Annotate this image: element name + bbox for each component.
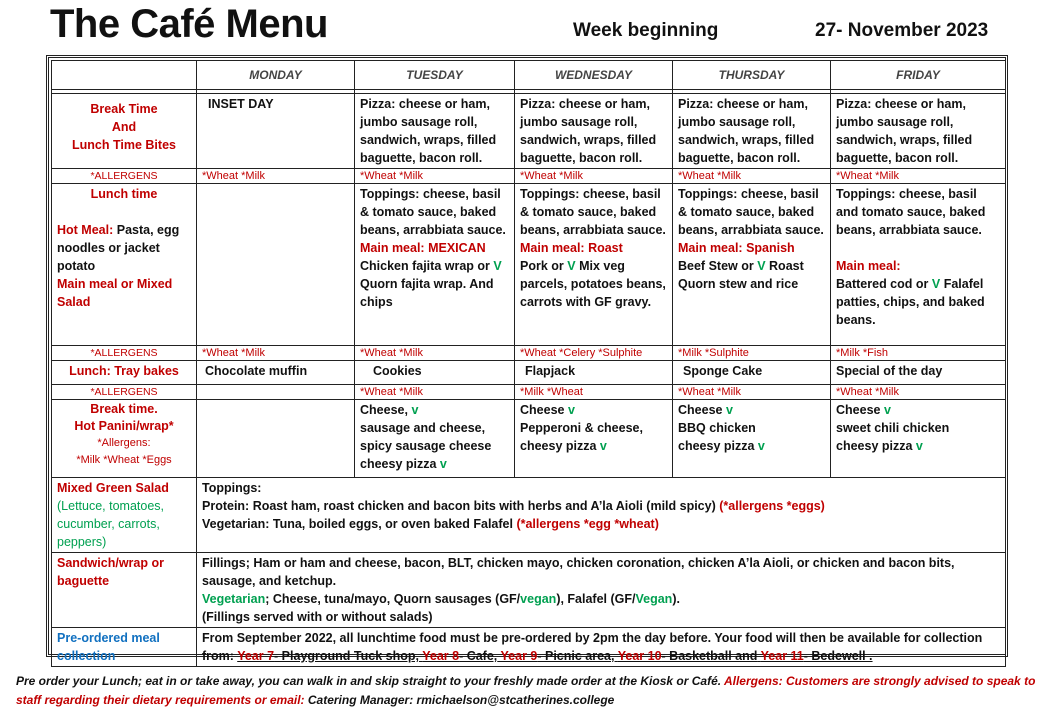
break-thursday: Pizza: cheese or ham, jumbo sausage roll, sandwich, wraps, filled baguette, bacon roll. (673, 94, 831, 169)
salad-details: Toppings: Protein: Roast ham, roast chicken and bacon bits with herbs and A’la Aioli (mild spicy) (*allergens *eggs) Vegetarian: Tuna, boiled eggs, or oven baked Falafel (*allergens *egg *wheat) (197, 478, 1006, 553)
lunch-friday: Toppings: cheese, basil and tomato sauce, baked beans, arrabbiata sauce. Main meal: Battered cod or V Falafel patties, chips, and baked beans. (831, 184, 1006, 346)
break-wednesday: Pizza: cheese or ham, jumbo sausage roll, sandwich, wraps, filled baguette, bacon roll. (515, 94, 673, 169)
preorder-row (52, 628, 1006, 667)
break-label: Break Time And Lunch Time Bites (52, 94, 197, 169)
break-row (52, 94, 1006, 169)
salad-label: Mixed Green Salad (Lettuce, tomatoes, cucumber, carrots, peppers) (52, 478, 197, 553)
sandwich-details: Fillings; Ham or ham and cheese, bacon, BLT, chicken mayo, chicken coronation, chicken A’la Aioli, or chicken and bacon bits, sausage, and ketchup. Vegetarian; Cheese, tuna/mayo, Quorn sausages (GF/vegan), Falafel (GF/Vegan). (Fillings served with or without salads) (197, 553, 1006, 628)
day-tuesday: TUESDAY (355, 61, 515, 90)
preorder-details: From September 2022, all lunchtime food must be pre-ordered by 2pm the day before. Your food will then be available for collection from: Year 7- Playground Tuck shop, Year 8- Cafe, Year 9- Picnic area, Year 10- Basketball and Year 11- Bedewell . (197, 628, 1006, 667)
panini-tuesday: Cheese, v sausage and cheese, spicy sausage cheese cheesy pizza v (355, 400, 515, 478)
day-header-row (52, 61, 1006, 90)
panini-row (52, 400, 1006, 478)
lunch-label: Lunch time Hot Meal: Pasta, egg noodles or jacket potato Main meal or Mixed Salad (52, 184, 197, 346)
panini-wednesday: Cheese v Pepperoni & cheese, cheesy pizza v (515, 400, 673, 478)
traybake-allergens-row: *ALLERGENS *Wheat *Milk *Milk *Wheat *Wheat *Milk *Wheat *Milk (52, 385, 1006, 400)
page-title: The Café Menu (50, 2, 328, 46)
sandwich-row (52, 553, 1006, 628)
menu-table (51, 60, 1006, 667)
day-wednesday: WEDNESDAY (515, 61, 673, 90)
lunch-tuesday: Toppings: cheese, basil & tomato sauce, baked beans, arrabbiata sauce. Main meal: MEXICAN Chicken fajita wrap or V Quorn fajita wrap. And chips (355, 184, 515, 346)
sandwich-label: Sandwich/wrap or baguette (52, 553, 197, 628)
day-monday: MONDAY (197, 61, 355, 90)
day-thursday: THURSDAY (673, 61, 831, 90)
panini-thursday: Cheese v BBQ chicken cheesy pizza v (673, 400, 831, 478)
footer-note: Pre order your Lunch; eat in or take away, you can walk in and skip straight to your freshly made order at the Kiosk or Café. Allergens: Customers are strongly advised to speak to staff regarding their dietary requirements or email: Catering Manager: rmichaelson@stcatherines.college (16, 674, 1036, 707)
break-friday: Pizza: cheese or ham, jumbo sausage roll, sandwich, wraps, filled baguette, bacon roll. (831, 94, 1006, 169)
lunch-allergens-row: *ALLERGENS *Wheat *Milk *Wheat *Milk *Wheat *Celery *Sulphite *Milk *Sulphite *Milk *Fish (52, 346, 1006, 361)
lunch-wednesday: Toppings: cheese, basil & tomato sauce, baked beans, arrabbiata sauce. Main meal: Roast Pork or V Mix veg parcels, potatoes beans, carrots with GF gravy. (515, 184, 673, 346)
break-tuesday: Pizza: cheese or ham, jumbo sausage roll, sandwich, wraps, filled baguette, bacon roll. (355, 94, 515, 169)
salad-row (52, 478, 1006, 553)
panini-friday: Cheese v sweet chili chicken cheesy pizza v (831, 400, 1006, 478)
lunch-row (52, 184, 1006, 346)
lunch-thursday: Toppings: cheese, basil & tomato sauce, baked beans, arrabbiata sauce. Main meal: Spanish Beef Stew or V Roast Quorn stew and rice (673, 184, 831, 346)
week-label: Week beginning (573, 20, 719, 41)
traybake-row: Lunch: Tray bakes Chocolate muffin Cookies Flapjack Sponge Cake Special of the day (52, 361, 1006, 385)
break-allergens-row: *ALLERGENS *Wheat *Milk *Wheat *Milk *Wheat *Milk *Wheat *Milk *Wheat *Milk (52, 169, 1006, 184)
preorder-label: Pre-ordered meal collection (52, 628, 197, 667)
break-monday: INSET DAY (197, 94, 355, 169)
week-date: 27- November 2023 (815, 20, 989, 41)
lunch-monday (197, 184, 355, 346)
panini-label: Break time. Hot Panini/wrap* *Allergens: *Milk *Wheat *Eggs (52, 400, 197, 478)
day-friday: FRIDAY (831, 61, 1006, 90)
